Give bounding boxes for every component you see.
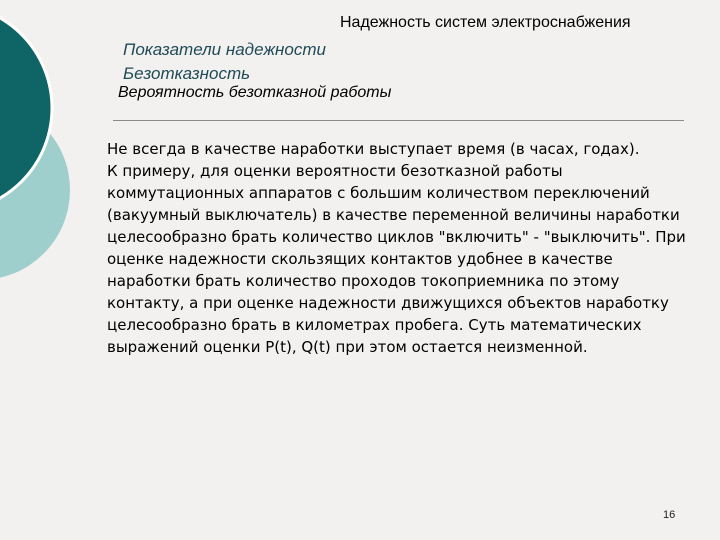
- page-number: 16: [663, 509, 676, 521]
- divider-line: [113, 120, 684, 121]
- body-text: [107, 138, 689, 358]
- subtitle-probability: Вероятность безотказной работы: [118, 84, 392, 101]
- header-title: Надежность систем электроснабжения: [340, 14, 631, 31]
- decorative-circles: [0, 0, 120, 300]
- paragraph-2: К примеру, для оценки вероятности безотказной работы коммутационных аппаратов с большим количеством переключений (вакуумный выключатель) в качестве переменной величины наработки целесообразно брать количество циклов "включить" - "выключить". При оценке надежности скользящих контактов удобнее в качестве наработки брать количество проходов токоприемника по этому контакту, а при оценке надежности движущихся объектов наработку целесообразно брать в километрах пробега. Суть математических выражений оценки P(t), Q(t) при этом остается неизменной.: [107, 162, 686, 356]
- subtitle-reliability-indicators: Показатели надежности: [123, 40, 326, 59]
- paragraph-1: Не всегда в качестве наработки выступает время (в часах, годах).: [107, 140, 640, 158]
- subtitle-failure-free: Безотказность: [123, 64, 251, 83]
